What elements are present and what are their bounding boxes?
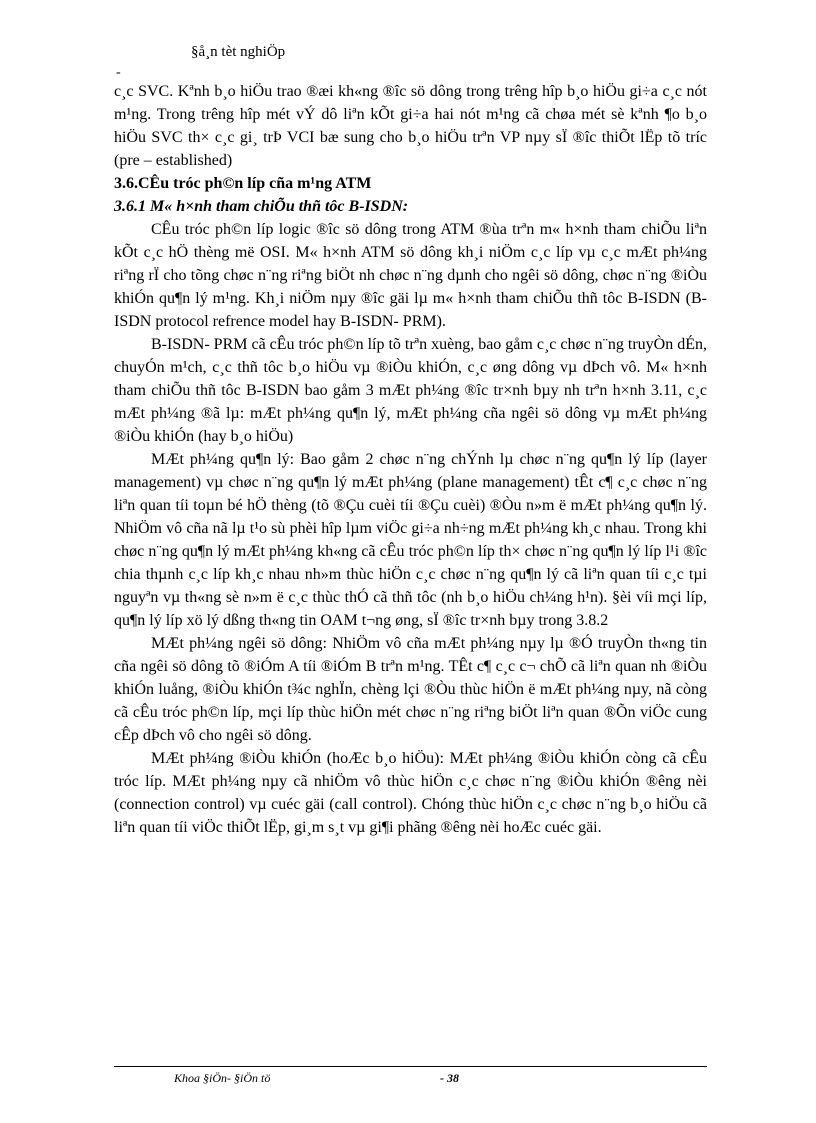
paragraph-intro: CÊu tróc ph©n líp logic ®îc sö dông trong ATM ®ùa trªn m« h×nh tham chiÕu liªn kÕt c¸c hÖ thèng më OSI. M« h×nh ATM sö dông kh¸i niÖm c¸c líp vµ c¸c mÆt ph¼ng riªng rÏ cho tõng chøc n¨ng riªng biÖt nh chøc n¨ng dµnh cho ngêi sö dông, chøc n¨ng ®iÒu khiÓn qu¶n lý m¹ng. Kh¸i niÖm nµy ®îc gäi lµ m« h×nh tham chiÕu thñ tôc B-ISDN (B-ISDN protocol refrence model hay B-ISDN- PRM). bbox=[114, 221, 707, 330]
document-body bbox=[114, 80, 707, 839]
section-heading: 3.6.CÊu tróc ph©n líp cña m¹ng ATM bbox=[114, 175, 372, 192]
page-number: - 38 bbox=[440, 1071, 459, 1085]
paragraph-management-plane: MÆt ph¼ng qu¶n lý: Bao gåm 2 chøc n¨ng chÝnh lµ chøc n¨ng qu¶n lý líp (layer management) vµ chøc n¨ng qu¶n lý mÆt ph¼ng (plane management) tÊt c¶ c¸c chøc n¨ng liªn quan tíi toµn bé hÖ thèng (tõ ®Çu cuèi tíi ®Çu cuèi) ®Òu n»m ë mÆt ph¼ng qu¶n lý. NhiÖm vô cña nã lµ t¹o sù phèi hîp lµm viÖc gi÷a nh÷ng mÆt ph¼ng kh¸c nhau. Trong khi chøc n¨ng qu¶n lý mÆt ph¼ng kh«ng cã cÊu tróc ph©n líp th× chøc n¨ng qu¶n lý líp l¹i ®îc chia thµnh c¸c líp kh¸c nhau nh»m thùc hiÖn c¸c chøc n¨ng qu¶n lý cã liªn quan tíi c¸c tµi nguyªn vµ th«ng sè n»m ë c¸c thùc thÓ cã thñ tôc (nh b¸o hiÖu ch¼ng h¹n). §èi víi mçi líp, qu¶n lý líp xö lý dßng th«ng tin OAM t¬ng øng, sÏ ®îc tr×nh bµy trong 3.8.2 bbox=[114, 451, 707, 629]
subsection-heading: 3.6.1 M« h×nh tham chiÕu thñ tôc B-ISDN: bbox=[114, 198, 409, 215]
paragraph-user-plane: MÆt ph¼ng ngêi sö dông: NhiÖm vô cña mÆt ph¼ng nµy lµ ®Ó truyÒn th«ng tin cña ngêi sö dông tõ ®iÓm A tíi ®iÓm B trªn m¹ng. TÊt c¶ c¸c c¬ chÕ cã liªn quan nh ®iÒu khiÓn luång, ®iÒu khiÓn t¾c nghÏn, chèng lçi ®Òu thùc hiÖn ë mÆt ph¼ng nµy, nã còng cã cÊu tróc ph©n líp, mçi líp thùc hiÖn mét chøc n¨ng riªng biÖt liªn quan ®Õn viÖc cung cÊp dÞch vô cho ngêi sö dông. bbox=[114, 635, 707, 744]
paragraph-continuation: c¸c SVC. Kªnh b¸o hiÖu trao ®æi kh«ng ®îc sö dông trong trêng hîp b¸o hiÖu gi÷a c¸c nót m¹ng. Trong trêng hîp mét vÝ dô liªn kÕt gi÷a hai nót m¹ng cã chøa mét sè kªnh ¶o b¸o hiÖu SVC th× c¸c gi¸ trÞ VCI bæ sung cho b¸o hiÖu trªn VP nµy sÏ ®îc thiÕt lËp tõ tríc (pre – established) bbox=[114, 83, 707, 169]
footer-rule bbox=[114, 1066, 707, 1067]
paragraph-control-plane: MÆt ph¼ng ®iÒu khiÓn (hoÆc b¸o hiÖu): MÆt ph¼ng ®iÒu khiÓn còng cã cÊu tróc líp. MÆt ph¼ng nµy cã nhiÖm vô thùc hiÖn c¸c chøc n¨ng ®iÒu khiÓn ®êng nèi (connection control) vµ cuéc gäi (call control). Chóng thùc hiÖn c¸c chøc n¨ng b¸o hiÖu cã liªn quan tíi viÖc thiÕt lËp, gi¸m s¸t vµ gi¶i phãng ®êng nèi hoÆc cuéc gäi. bbox=[114, 750, 707, 836]
page-header: §å¸n tèt nghiÖp bbox=[191, 44, 286, 60]
paragraph-prm: B-ISDN- PRM cã cÊu tróc ph©n líp tõ trªn xuèng, bao gåm c¸c chøc n¨ng truyÒn dÉn, chuyÓn m¹ch, c¸c thñ tôc b¸o hiÖu vµ ®iÒu khiÓn, c¸c øng dông vµ dÞch vô. M« h×nh tham chiÕu thñ tôc B-ISDN bao gåm 3 mÆt ph¼ng ®îc tr×nh bµy nh trªn h×nh 3.11, c¸c mÆt ph¼ng ®ã lµ: mÆt ph¼ng qu¶n lý, mÆt ph¼ng cña ngêi sö dông vµ mÆt ph¼ng ®iÒu khiÓn (hay b¸o hiÖu) bbox=[114, 336, 708, 445]
footer-department: Khoa §iÖn- §iÖn tö bbox=[174, 1071, 271, 1085]
header-dash: - bbox=[116, 65, 121, 80]
